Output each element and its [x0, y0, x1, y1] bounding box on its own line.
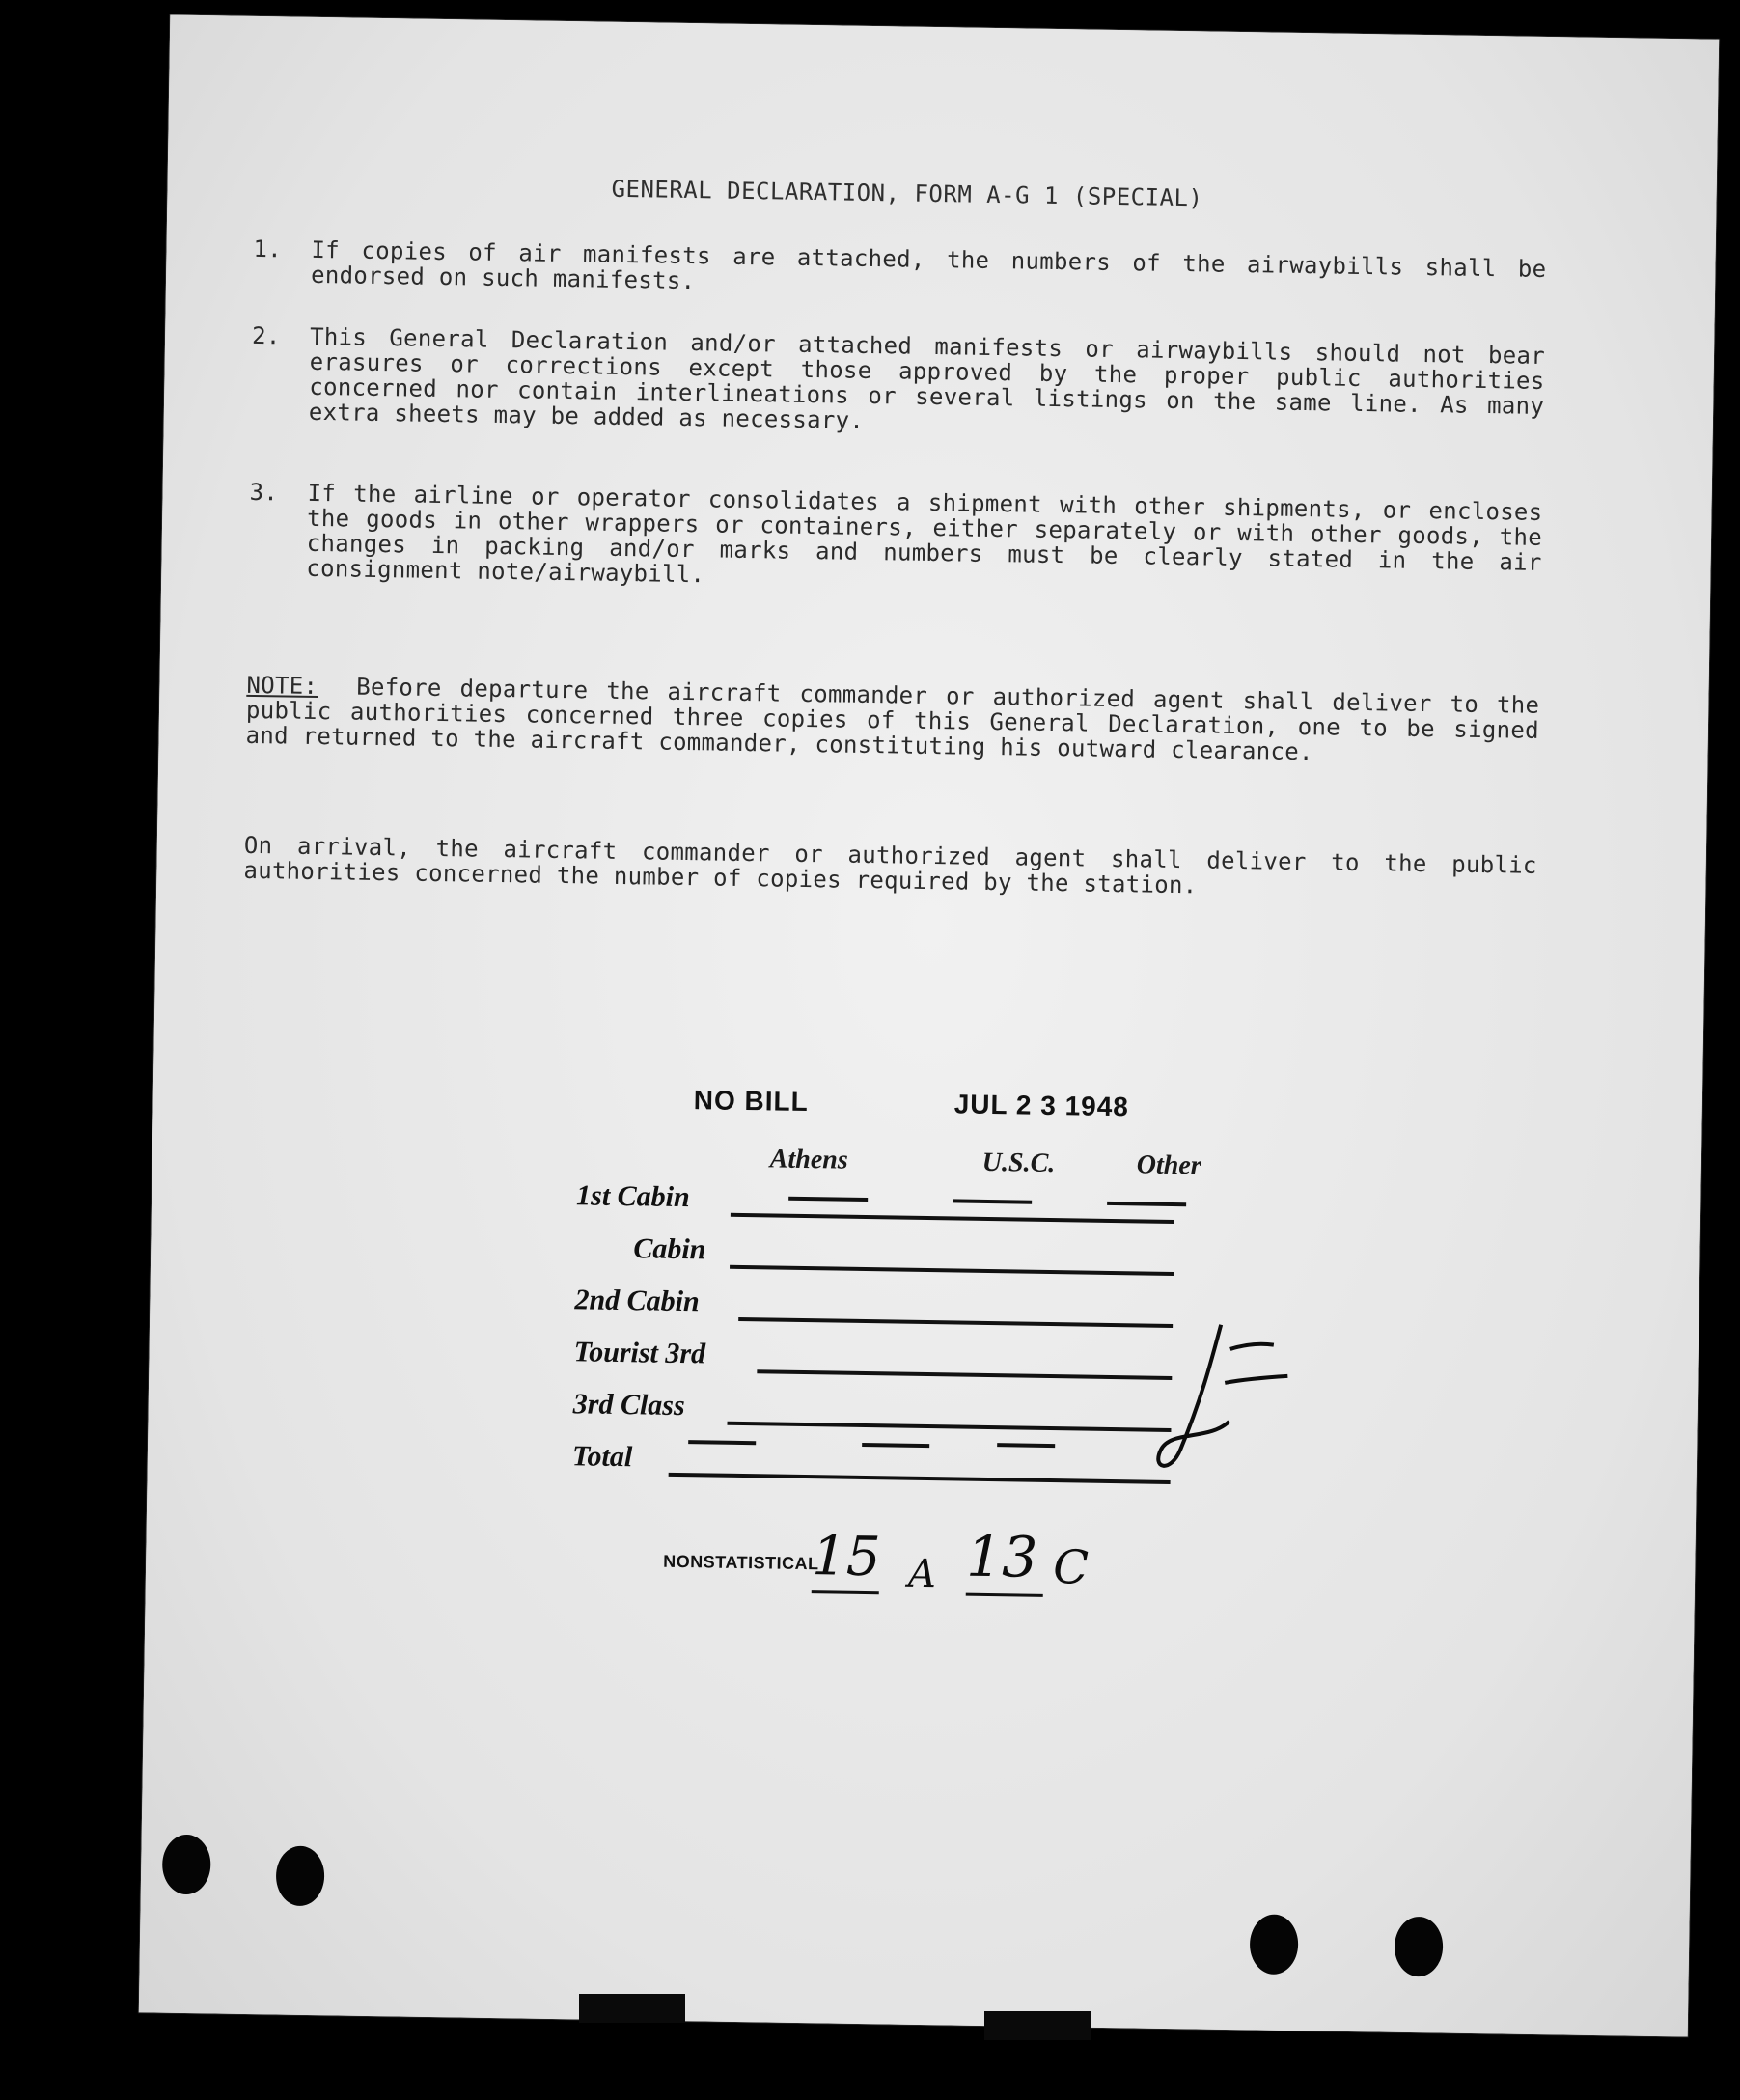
handwritten-count-c: 13: [965, 1523, 1038, 1590]
no-bill-stamp: NO BILL: [693, 1085, 809, 1118]
row-label: 3rd Class: [572, 1388, 685, 1423]
row-label: Cabin: [633, 1232, 706, 1266]
column-usc: U.S.C.: [981, 1147, 1056, 1179]
item-number: 2.: [251, 321, 281, 350]
column-other: Other: [1136, 1149, 1201, 1181]
document-sheet: [139, 15, 1719, 2037]
note-label: NOTE:: [246, 671, 318, 701]
row-label: Total: [571, 1440, 633, 1474]
signature-mark: [1142, 1305, 1299, 1490]
item-number: 1.: [253, 235, 283, 263]
item-text: This General Declaration and/or attached manifests or airwaybills should not bear erasures or corrections except those approved by the proper public authorities concerned nor contain interlineations or several listings on the same line. As many extra sheets may be added as necessary.: [308, 322, 1546, 434]
item-text: If the airline or operator consolidates a shipment with other shipments, or encloses the goods in other wrappers or containers, either separately or with other goods, the changes in packing and/or marks and numbers must be clearly stated in the air consignment note/airwaybill.: [306, 479, 1543, 589]
binding-tab: [984, 2011, 1091, 2040]
handwritten-class-a: A: [907, 1551, 937, 1597]
paper-background: [139, 15, 1719, 2037]
row-label: 1st Cabin: [575, 1179, 690, 1214]
date-stamp: JUL 2 3 1948: [953, 1089, 1130, 1122]
item-number: 3.: [249, 478, 279, 507]
nonstatistical-stamp: NONSTATISTICAL: [663, 1551, 819, 1574]
column-athens: Athens: [769, 1144, 848, 1175]
note-text: Before departure the aircraft commander or authorized agent shall deliver to the public authorities concerned three copies of this General Declaration, one to be signed and returned to the aircraft commander, constituting his outward clearance.: [245, 673, 1540, 766]
item-text: If copies of air manifests are attached, the numbers of the airwaybills shall be endorsed on such manifests.: [310, 235, 1547, 295]
document-title: GENERAL DECLARATION, FORM A-G 1 (SPECIAL): [611, 175, 1203, 212]
handwritten-class-c: C: [1052, 1540, 1090, 1595]
handwritten-count-a: 15: [811, 1525, 882, 1589]
binding-tab: [579, 1994, 685, 2023]
row-label: Tourist 3rd: [573, 1336, 706, 1370]
row-label: 2nd Cabin: [574, 1284, 700, 1318]
arrival-paragraph: On arrival, the aircraft commander or authorized agent shall deliver to the public authorities concerned the number of copies required by the station.: [243, 831, 1537, 899]
